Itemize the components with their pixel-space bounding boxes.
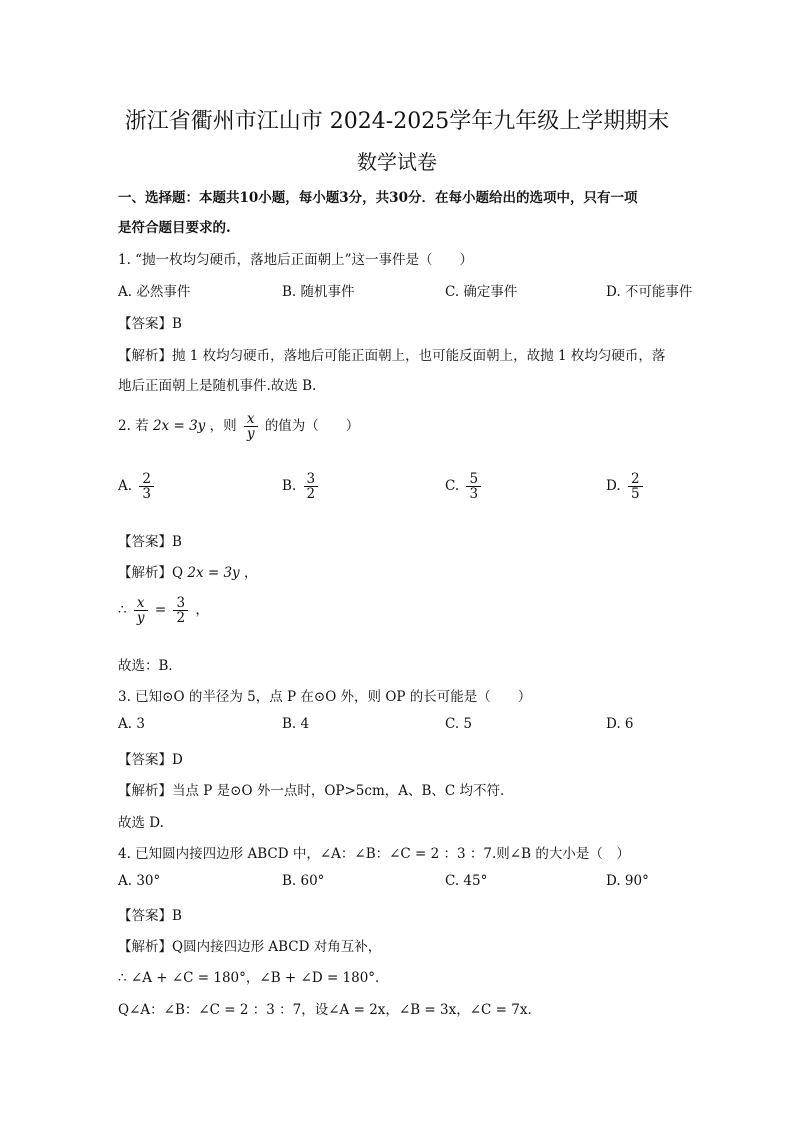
option-b: B. 4 — [282, 716, 310, 732]
equals-sign: = — [154, 602, 167, 619]
option-fraction — [139, 472, 154, 501]
option-fraction — [628, 472, 643, 501]
step-suffix: ， — [195, 602, 209, 619]
question-3-stem: 3. 已知⊙O 的半径为 5，点 P 在⊙O 外，则 OP 的长可能是（ ） — [118, 689, 532, 705]
question-4-analysis: 【解析】Q圆内接四边形 ABCD 对角互补， — [118, 939, 382, 955]
analysis-suffix: ， — [243, 565, 258, 581]
fraction-denominator: 5 — [630, 486, 640, 503]
fraction-numerator: 3 — [173, 596, 188, 611]
question-3-conclusion: 故选 D. — [118, 815, 164, 831]
option-a — [118, 472, 157, 501]
stem-suffix: 的值为（ ） — [264, 418, 360, 435]
option-label: C. — [445, 478, 460, 495]
question-1-analysis-cont: 地后正面朝上是随机事件.故选 B. — [118, 378, 317, 394]
fraction-three-halves — [173, 596, 188, 625]
stem-mid: ，则 — [209, 418, 237, 435]
question-2-conclusion: 故选：B． — [118, 658, 182, 674]
question-4-analysis-step: ∴ ∠A + ∠C = 180°，∠B + ∠D = 180°． — [118, 970, 389, 986]
question-2-answer: 【答案】B — [118, 534, 182, 550]
stem-prefix: 2. 若 — [118, 418, 149, 435]
exam-subtitle: 数学试卷 — [357, 150, 437, 174]
question-4-options — [118, 873, 678, 895]
therefore-symbol: ∴ — [118, 602, 127, 619]
option-d: D. 90° — [606, 873, 649, 889]
option-a: A. 30° — [118, 873, 161, 889]
option-label: D. — [606, 478, 621, 495]
question-1-stem: 1. “抛一枚均匀硬币，落地后正面朝上”这一事件是（ ） — [118, 252, 473, 268]
question-2-options — [118, 472, 678, 516]
fraction-numerator: 3 — [304, 472, 319, 487]
question-3-answer: 【答案】D — [118, 752, 183, 768]
question-1-answer: 【答案】B — [118, 316, 182, 332]
option-d — [606, 472, 646, 501]
fraction-numerator: x — [244, 412, 258, 427]
option-fraction — [466, 472, 481, 501]
option-c: C. 确定事件 — [445, 284, 518, 300]
analysis-prefix: 【解析】Q — [118, 565, 184, 581]
option-a: A. 必然事件 — [118, 284, 191, 300]
question-3-analysis: 【解析】当点 P 是⊙O 外一点时，OP>5cm，A、B、C 均不符. — [118, 783, 505, 799]
fraction-denominator: 3 — [142, 486, 151, 503]
question-4-analysis-ratio: Q∠A：∠B：∠C = 2 ：3 ：7，设∠A = 2x，∠B = 3x，∠C = 7x． — [118, 1002, 541, 1018]
question-4-answer: 【答案】B — [118, 908, 182, 924]
option-d: D. 不可能事件 — [606, 284, 693, 300]
question-2-analysis — [118, 561, 257, 581]
option-label: B. — [282, 478, 297, 495]
option-d: D. 6 — [606, 716, 634, 732]
fraction-numerator: 5 — [466, 472, 481, 487]
option-a: A. 3 — [118, 716, 145, 732]
question-1-analysis: 【解析】抛 1 枚均匀硬币，落地后可能正面朝上，也可能反面朝上，故抛 1 枚均匀硬币，落 — [118, 348, 666, 364]
fraction-x-over-y — [244, 412, 258, 441]
question-3-options — [118, 716, 678, 738]
stem-equation: 2x = 3y — [152, 418, 206, 435]
option-fraction — [304, 472, 319, 501]
option-b: B. 随机事件 — [282, 284, 355, 300]
question-2-stem — [118, 412, 359, 441]
option-b — [282, 472, 321, 501]
fraction-numerator: 2 — [628, 472, 643, 487]
option-label: A. — [118, 478, 133, 495]
option-b: B. 60° — [282, 873, 325, 889]
fraction-denominator: y — [136, 610, 145, 627]
option-c: C. 5 — [445, 716, 473, 732]
question-2-step — [118, 596, 209, 625]
fraction-denominator: 2 — [176, 610, 186, 627]
fraction-denominator: 2 — [306, 486, 316, 503]
fraction-numerator: 2 — [139, 472, 154, 487]
fraction-denominator: y — [246, 426, 255, 443]
exam-title: 浙江省衢州市江山市 2024-2025学年九年级上学期期末 — [124, 109, 670, 134]
fraction-denominator: 3 — [469, 486, 479, 503]
section-header-cont: 是符合题目要求的. — [118, 220, 231, 236]
question-1-options — [118, 280, 693, 302]
fraction-x-over-y — [134, 596, 148, 625]
analysis-equation: 2x = 3y — [187, 565, 240, 581]
option-c — [445, 472, 484, 501]
option-c: C. 45° — [445, 873, 488, 889]
fraction-numerator: x — [134, 596, 148, 611]
question-4-stem: 4. 已知圆内接四边形 ABCD 中，∠A：∠B：∠C = 2 ：3 ：7.则∠B 的大小是（ ） — [118, 846, 630, 862]
section-header: 一、选择题：本题共10小题，每小题3分，共30分．在每小题给出的选项中，只有一项 — [118, 190, 638, 206]
